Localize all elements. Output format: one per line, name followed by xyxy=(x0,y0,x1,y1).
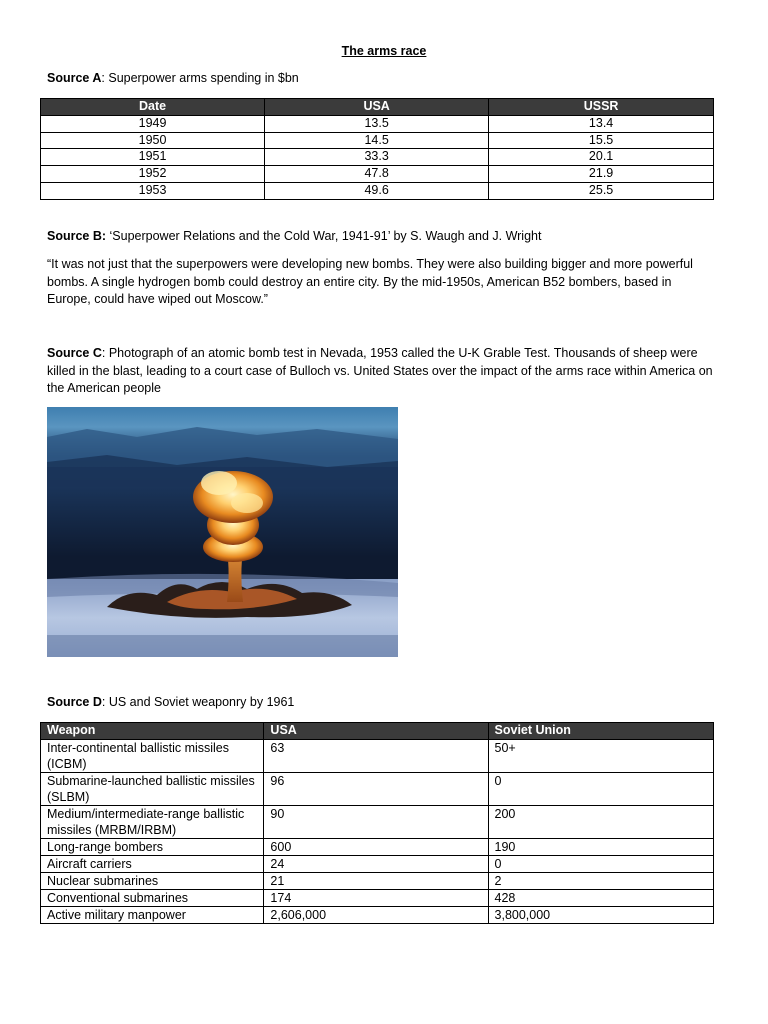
cell-soviet: 2 xyxy=(488,872,713,889)
header-weapon: Weapon xyxy=(41,723,264,740)
cell-soviet: 3,800,000 xyxy=(488,906,713,923)
table-row xyxy=(41,872,714,889)
table-row xyxy=(41,182,714,199)
cell-usa: 24 xyxy=(264,855,488,872)
cell-usa: 63 xyxy=(264,739,488,772)
weaponry-table xyxy=(40,722,714,924)
header-usa: USA xyxy=(264,723,488,740)
table-row xyxy=(41,805,714,838)
cell-ussr: 21.9 xyxy=(489,166,714,183)
cell-usa: 174 xyxy=(264,889,488,906)
source-b-quote: “It was not just that the superpowers were developing new bombs. They were also building bigger and more powerful bombs. A single hydrogen bomb could destroy an entire city. By the mid-1950s, American B52 bombers, based in Europe, could have wiped out Moscow.” xyxy=(47,257,693,307)
source-b-label: Source B: xyxy=(47,229,107,243)
source-a-caption xyxy=(47,70,717,88)
source-c-label: Source C xyxy=(47,346,102,360)
table-row xyxy=(41,838,714,855)
cell-weapon: Active military manpower xyxy=(41,906,264,923)
cell-usa: 13.5 xyxy=(265,115,489,132)
cell-usa: 47.8 xyxy=(265,166,489,183)
cell-soviet: 200 xyxy=(488,805,713,838)
table-row xyxy=(41,772,714,805)
cell-soviet: 0 xyxy=(488,855,713,872)
source-c-text: : Photograph of an atomic bomb test in Nevada, 1953 called the U-K Grable Test. Thousands of sheep were killed in the blast, leading to a court case of Bulloch vs. United States over the impact of the arms race within America on the American people xyxy=(47,346,713,396)
table-header-row xyxy=(41,723,714,740)
source-b-citation: ‘Superpower Relations and the Cold War, 1941-91’ by S. Waugh and J. Wright xyxy=(106,229,542,243)
cell-date: 1952 xyxy=(41,166,265,183)
cell-date: 1953 xyxy=(41,182,265,199)
source-a-text: : Superpower arms spending in $bn xyxy=(101,71,299,85)
cell-usa: 90 xyxy=(264,805,488,838)
cell-weapon: Nuclear submarines xyxy=(41,872,264,889)
cell-usa: 33.3 xyxy=(265,149,489,166)
cell-weapon: Inter-continental ballistic missiles (ICBM) xyxy=(41,739,264,772)
table-row xyxy=(41,115,714,132)
atomic-test-photo xyxy=(47,407,398,657)
source-d-caption xyxy=(47,694,717,712)
page-title: The arms race xyxy=(341,44,427,58)
cell-weapon: Submarine-launched ballistic missiles (SLBM) xyxy=(41,772,264,805)
cell-soviet: 190 xyxy=(488,838,713,855)
cell-ussr: 13.4 xyxy=(489,115,714,132)
cell-soviet: 0 xyxy=(488,772,713,805)
cell-date: 1949 xyxy=(41,115,265,132)
cell-ussr: 25.5 xyxy=(489,182,714,199)
source-b-caption xyxy=(47,228,717,246)
cell-usa: 14.5 xyxy=(265,132,489,149)
source-c-caption xyxy=(47,345,717,398)
source-d-label: Source D xyxy=(47,695,102,709)
source-a-label: Source A xyxy=(47,71,102,85)
header-soviet-union: Soviet Union xyxy=(488,723,713,740)
cell-weapon: Conventional submarines xyxy=(41,889,264,906)
cell-usa: 600 xyxy=(264,838,488,855)
source-d-text: : US and Soviet weaponry by 1961 xyxy=(101,695,295,709)
header-usa: USA xyxy=(265,99,489,116)
table-row xyxy=(41,906,714,923)
table-row xyxy=(41,149,714,166)
table-row xyxy=(41,166,714,183)
cell-usa: 49.6 xyxy=(265,182,489,199)
table-row xyxy=(41,855,714,872)
cell-soviet: 428 xyxy=(488,889,713,906)
table-header-row xyxy=(41,99,714,116)
arms-spending-table xyxy=(40,98,714,200)
cell-weapon: Aircraft carriers xyxy=(41,855,264,872)
cell-usa: 2,606,000 xyxy=(264,906,488,923)
cell-date: 1950 xyxy=(41,132,265,149)
cell-soviet: 50+ xyxy=(488,739,713,772)
table-row xyxy=(41,739,714,772)
cell-ussr: 15.5 xyxy=(489,132,714,149)
cell-weapon: Long-range bombers xyxy=(41,838,264,855)
cell-weapon: Medium/intermediate-range ballistic missiles (MRBM/IRBM) xyxy=(41,805,264,838)
cell-usa: 21 xyxy=(264,872,488,889)
cell-ussr: 20.1 xyxy=(489,149,714,166)
cell-date: 1951 xyxy=(41,149,265,166)
header-date: Date xyxy=(41,99,265,116)
header-ussr: USSR xyxy=(489,99,714,116)
table-row xyxy=(41,889,714,906)
mushroom-cloud-image xyxy=(47,407,398,657)
cell-usa: 96 xyxy=(264,772,488,805)
table-row xyxy=(41,132,714,149)
